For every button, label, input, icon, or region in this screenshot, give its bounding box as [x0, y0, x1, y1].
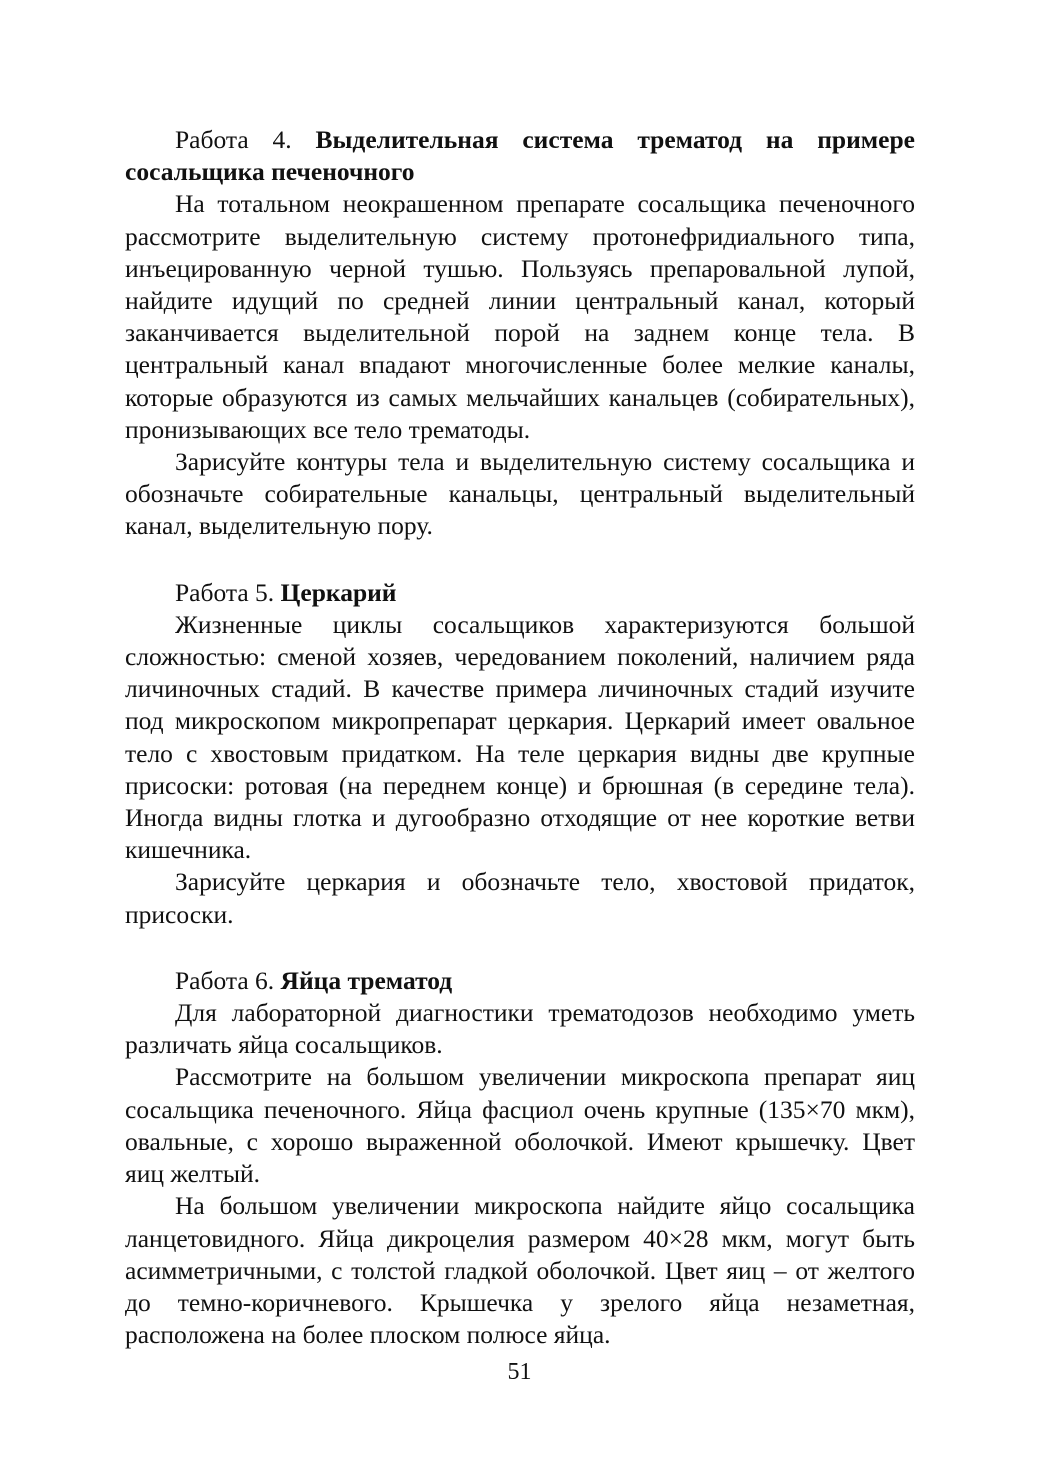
section-heading — [125, 124, 915, 188]
paragraph: Для лабораторной диагностики трематодозов необходимо уметь различать яйца сосальщиков. — [125, 998, 915, 1060]
section-gap — [125, 931, 915, 965]
paragraph: Рассмотрите на большом увеличении микроскопа препарат яиц сосальщика печеночного. Яйца фасциол очень крупные (135×70 мкм), овальные, с хорошо выраженной оболочкой. Имеют крышечку. Цвет яиц желтый. — [125, 1062, 915, 1189]
section-heading — [125, 577, 915, 609]
paragraph: Зарисуйте контуры тела и выделительную систему сосальщика и обозначьте собирательные канальцы, центральный выделительный канал, выделительную пору. — [125, 447, 915, 541]
section-work-4 — [125, 124, 915, 543]
section-gap — [125, 543, 915, 577]
section-work-6 — [125, 965, 915, 1351]
section-heading — [125, 965, 915, 997]
paragraph: Жизненные циклы сосальщиков характеризуются большой сложностью: сменой хозяев, чередованием поколений, наличием ряда личиночных стадий. В качестве примера личиночных стадий изучите под микроскопом микропрепарат церкария. Церкарий имеет овальное тело с хвостовым придатком. На теле церкария видны две крупные присоски: ротовая (на переднем конце) и брюшная (в середине тела). Иногда видны глотка и дугообразно отходящие от нее короткие ветви кишечника. — [125, 609, 915, 865]
section-prefix: Работа 5. — [175, 577, 281, 607]
paragraph: На тотальном неокрашенном препарате сосальщика печеночного рассмотрите выделительную систему протонефридиального типа, инъецированную черной тушью. Пользуясь препаровальной лупой, найдите идущий по средней линии центральный канал, который заканчивается выделительной порой на заднем конце тела. В центральный канал впадают многочисленные более мелкие каналы, которые образуются из самых мельчайших канальцев (собирательных), пронизывающих все тело трематоды. — [125, 189, 915, 444]
section-title: Яйца трематод — [280, 965, 453, 995]
section-prefix: Работа 6. — [175, 965, 281, 995]
section-title: Церкарий — [280, 577, 397, 607]
section-work-5 — [125, 577, 915, 931]
paragraph: Зарисуйте церкария и обозначьте тело, хвостовой придаток, присоски. — [125, 867, 915, 929]
section-title: Выделительная система трематод на примере сосальщика печеночного — [125, 125, 915, 187]
page-body — [125, 124, 915, 1351]
paragraph: На большом увеличении микроскопа найдите яйцо сосальщика ланцетовидного. Яйца дикроцелия размером 40×28 мкм, могут быть асимметричными, с толстой гладкой оболочкой. Цвет яиц – от желтого до темно-коричневого. Крышечка у зрелого яйца незаметная, расположена на более плоском полюсе яйца. — [125, 1191, 915, 1350]
section-prefix: Работа 4. — [175, 125, 316, 154]
page-number: 51 — [507, 1359, 532, 1385]
